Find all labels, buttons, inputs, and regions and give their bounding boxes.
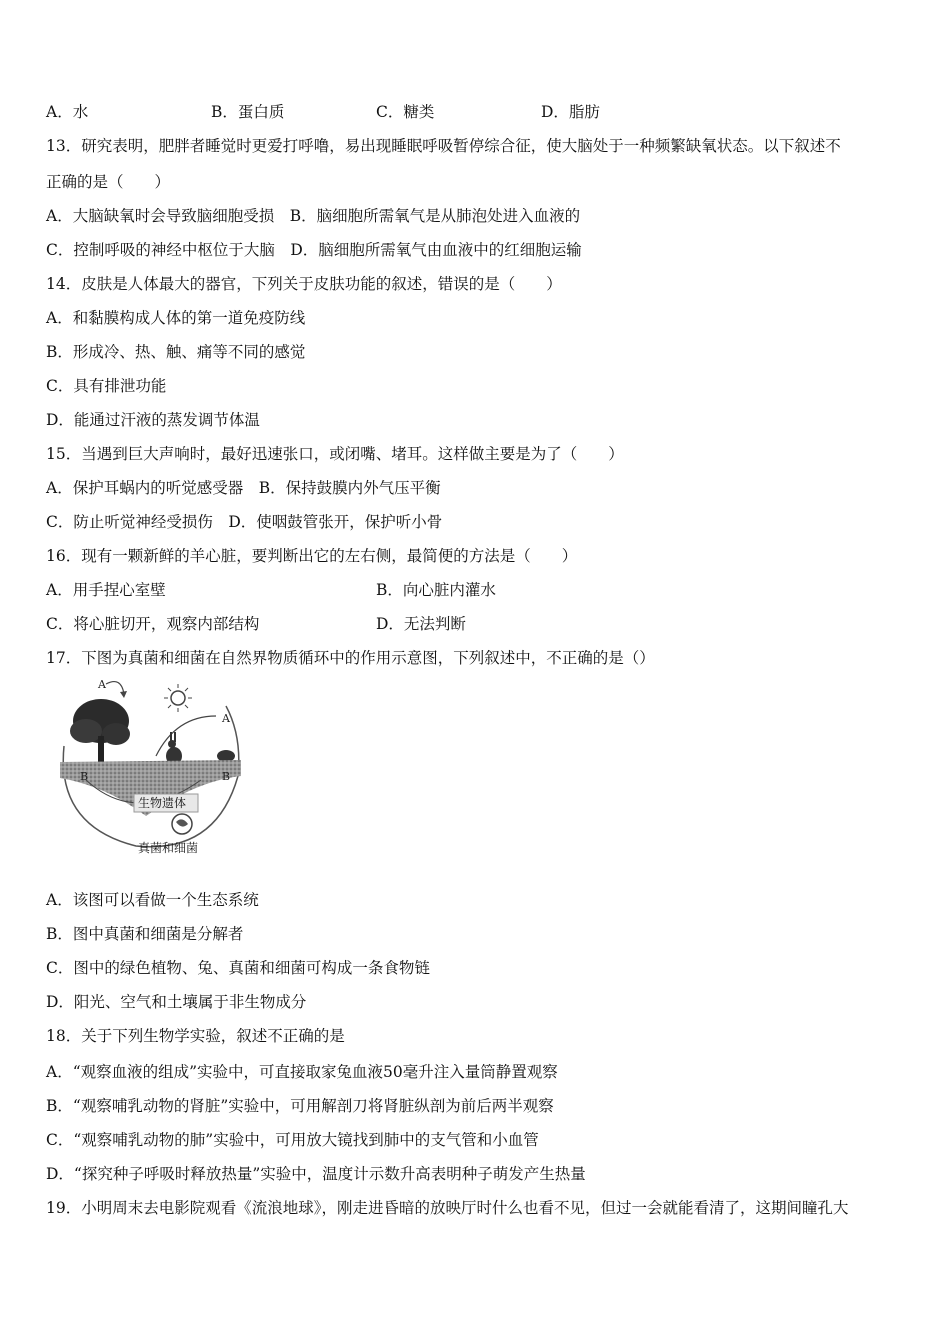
q12-option-a: A．水 — [46, 103, 89, 121]
q18-option-b: B．“观察哺乳动物的肾脏”实验中，可用解剖刀将肾脏纵剖为前后两半观察 — [46, 1097, 554, 1115]
q18-option-c: C．“观察哺乳动物的肺”实验中，可用放大镜找到肺中的支气管和小血管 — [46, 1131, 539, 1149]
q14-option-a: A．和黏膜构成人体的第一道免疫防线 — [46, 309, 306, 327]
q19-stem: 19．小明周末去电影院观看《流浪地球》，刚走进昏暗的放映厅时什么也看不见，但过一会就能看清了，这期间瞳孔大 — [46, 1199, 849, 1217]
tree-icon — [70, 699, 130, 764]
q16-stem: 16．现有一颗新鲜的羊心脏，要判断出它的左右侧，最简便的方法是（ ） — [46, 547, 578, 565]
q16-option-a: A．用手捏心室壁 — [46, 581, 166, 599]
label-b-right: B — [222, 770, 231, 783]
q18-stem: 18．关于下列生物学实验，叙述不正确的是 — [46, 1027, 345, 1045]
arrow-a-right — [156, 716, 216, 756]
q13-options-line2: C．控制呼吸的神经中枢位于大脑 D．脑细胞所需氧气由血液中的红细胞运输 — [46, 241, 582, 259]
q17-option-d: D．阳光、空气和土壤属于非生物成分 — [46, 993, 307, 1011]
q13-stem-line2: 正确的是（ ） — [46, 173, 171, 191]
nutrient-cycle-diagram — [46, 676, 246, 858]
q14-option-d: D．能通过汗液的蒸发调节体温 — [46, 411, 260, 429]
q15-options-line2: C．防止听觉神经受损伤 D．使咽鼓管张开，保护听小骨 — [46, 513, 443, 531]
q18-option-a: A．“观察血液的组成”实验中，可直接取家兔血液50毫升注入量筒静置观察 — [46, 1063, 558, 1081]
arrow-head-icon — [120, 691, 127, 698]
label-b-left: B — [80, 770, 89, 783]
q15-options-line1: A．保护耳蜗内的听觉感受器 B．保持鼓膜内外气压平衡 — [46, 479, 441, 497]
microbe-inner-icon — [176, 819, 188, 826]
q17-option-a: A．该图可以看做一个生态系统 — [46, 891, 259, 909]
q17-stem: 17．下图为真菌和细菌在自然界物质循环中的作用示意图，下列叙述中，不正确的是（） — [46, 649, 655, 667]
label-a-right: A — [222, 712, 230, 725]
q16-option-b: B．向心脏内灌水 — [376, 581, 496, 599]
q16-option-c: C．将心脏切开，观察内部结构 — [46, 615, 260, 633]
q12-option-b: B．蛋白质 — [211, 103, 285, 121]
q12-option-d: D．脂肪 — [541, 103, 600, 121]
q12-option-c: C．糖类 — [376, 103, 435, 121]
q17-option-c: C．图中的绿色植物、兔、真菌和细菌可构成一条食物链 — [46, 959, 430, 977]
q14-stem: 14．皮肤是人体最大的器官，下列关于皮肤功能的叙述，错误的是（ ） — [46, 275, 562, 293]
label-a-top: A — [98, 678, 106, 691]
q14-option-b: B．形成冷、热、触、痛等不同的感觉 — [46, 343, 306, 361]
label-remains: 生物遗体 — [138, 796, 187, 810]
q14-option-c: C．具有排泄功能 — [46, 377, 167, 395]
nutrient-cycle-figure — [46, 676, 246, 858]
q18-option-d: D．“探究种子呼吸时释放热量”实验中，温度计示数升高表明种子萌发产生热量 — [46, 1165, 586, 1183]
label-fungi-bacteria: 真菌和细菌 — [138, 841, 199, 855]
q15-stem: 15．当遇到巨大声响时，最好迅速张口，或闭嘴、堵耳。这样做主要是为了（ ） — [46, 445, 624, 463]
q13-options-line1: A．大脑缺氧时会导致脑细胞受损 B．脑细胞所需氧气是从肺泡处进入血液的 — [46, 207, 581, 225]
sun-icon — [164, 684, 192, 712]
q16-option-d: D．无法判断 — [376, 615, 466, 633]
q13-stem-line1: 13．研究表明，肥胖者睡觉时更爱打呼噜，易出现睡眠呼吸暂停综合征，使大脑处于一种频繁缺氧状态。以下叙述不 — [46, 137, 841, 155]
q17-option-b: B．图中真菌和细菌是分解者 — [46, 925, 244, 943]
